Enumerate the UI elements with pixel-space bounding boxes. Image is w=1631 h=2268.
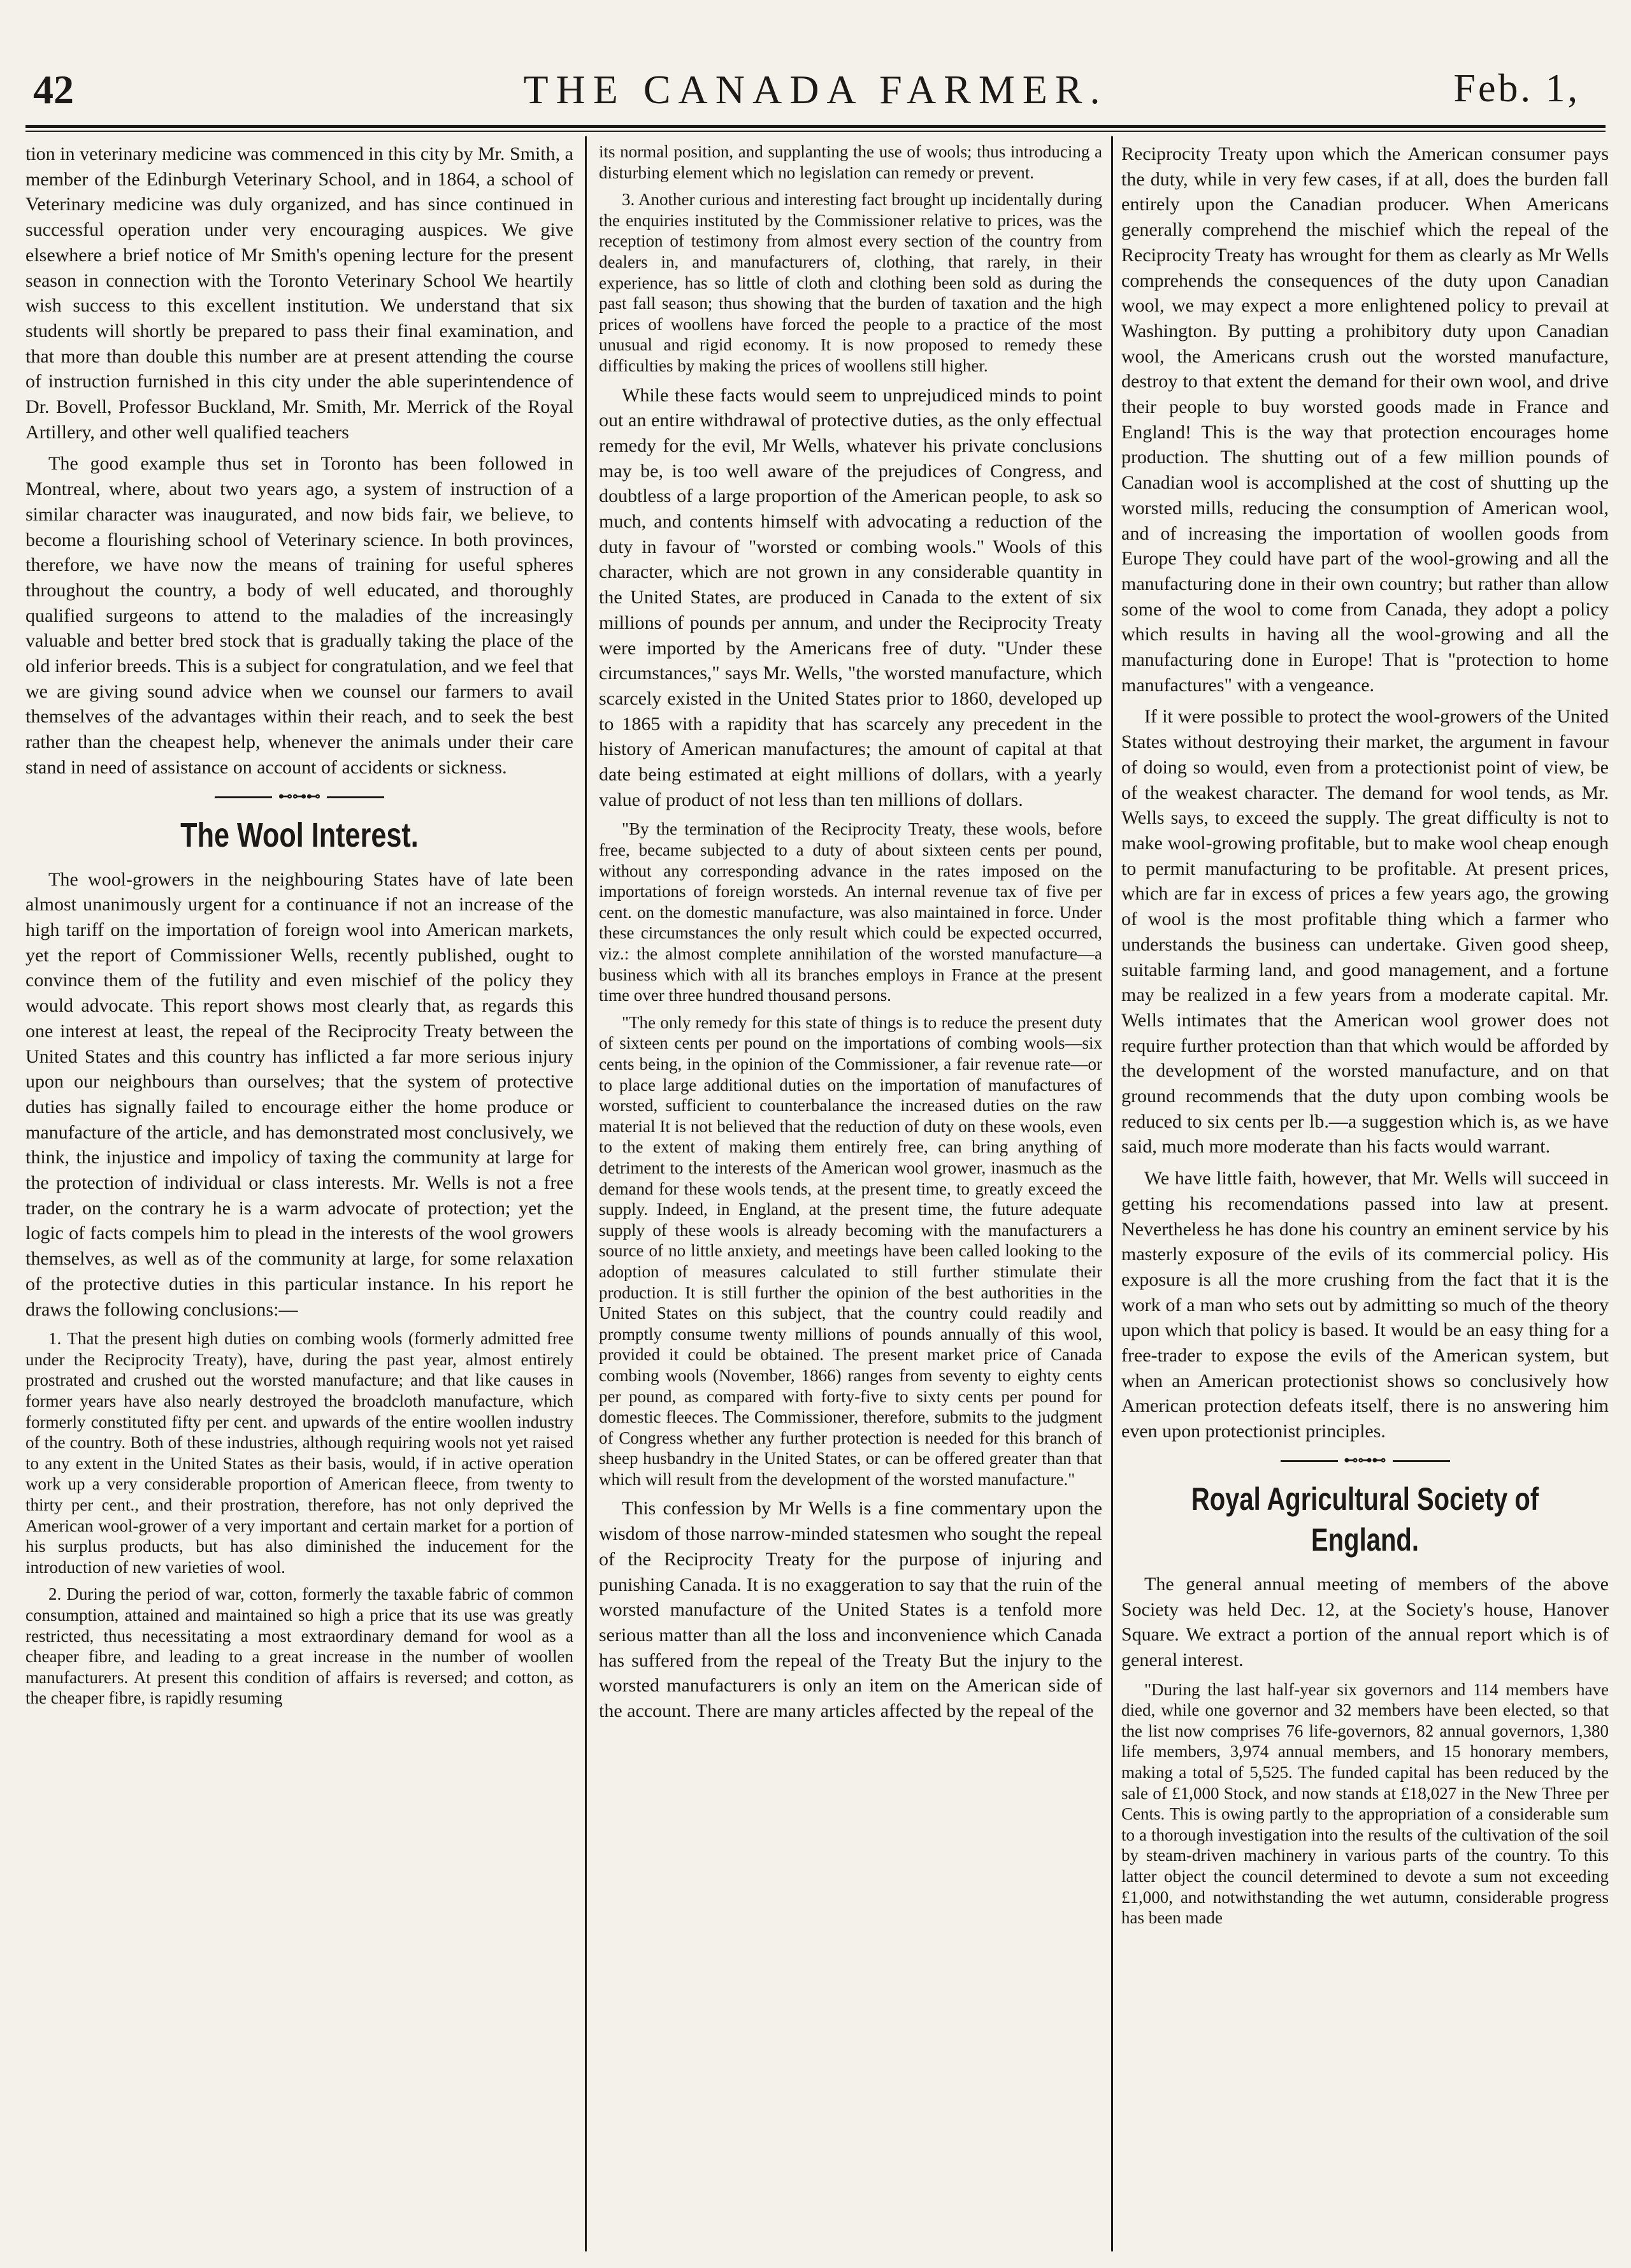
paragraph: The wool-growers in the neighbouring States have of late been almost unanimously urgent for a continuance if not an increase of the high tariff on the importation of foreign wool into American markets, yet the report of Commissioner Wells, recently published, ought to convince them of the futility and even mischief of the policy they would advocate. This report shows most clearly that, as regards this one interest at least, the repeal of the Reciprocity Treaty between the United States and this country has inflicted a far more serious injury upon our neighbours than ourselves; that the system of protective duties has signally failed to encourage either the home produce or manufacture of the article, and has demonstrated most conclusively, we think, the injustice and impolicy of taxing the community at large for the protection of individual or class interests. Mr. Wells is not a free trader, on the contrary he is a warm advocate of protection; yet the logic of facts compels him to plead in the interests of the wool growers themselves, as well as of the community at large, for some relaxation of the protective duties in this particular instance. In his report he draws the following conclusions:— [25, 868, 573, 1320]
column-divider [1111, 136, 1113, 2251]
paragraph: "The only remedy for this state of things is to reduce the present duty of sixteen cents per pound on the importations of combing wools—six cents being, in the opinion of the Commissioner, a fair revenue rate—or to place large additional duties on the importation of manufactures of worsted, sufficient to counterbalance the increased duties on the raw material It is not believed that the reduction of duty on these wools, even to the extent of making them entirely free, can bring anything of detriment to the interests of the American wool grower, inasmuch as the demand for these wools tends, at the present time, to greatly exceed the supply. Indeed, in England, at the present time, the future adequate supply of these wools is already becoming with the manufacturers a source of no little anxiety, and meetings have been called looking to the adoption of measures calculated to still further stimulate their production. It is still further the opinion of the best authorities in the United States on this subject, that the country could readily and promptly consume twenty millions of pounds annually of this wool, provided it could be obtained. The present market price of Canada combing wools (November, 1866) ranges from seventy to eighty cents per pound, as compared with forty-five to sixty cents per pound for domestic fleeces. The Commissioner, therefore, submits to the judgment of Congress whether any further protection is needed for this branch of sheep husbandry in the United States, or can be offered greater than that which will result from the development of the worsted manufacture." [599, 1012, 1102, 1489]
paragraph: Reciprocity Treaty upon which the American consumer pays the duty, while in very few cases, if at all, does the burden fall entirely upon the Canadian producer. When Americans generally comprehend the mischief which the repeal of the Reciprocity Treaty has wrought for them as clearly as Mr Wells comprehends the consequences of the duty upon Canadian wool, we may expect a more enlightened policy to prevail at Washington. By putting a prohibitory duty upon Canadian wool, the Americans crush out the worsted manufacture, destroy to that extent the demand for their own wool, and drive their people to buy worsted goods made in France and England! This is the way that protection encourages home production. The shutting out of a few million pounds of Canadian wool is accomplished at the cost of shutting up the worsted mills, reducing the consumption of American wool, and of increasing the importation of woollen goods from Europe They could have part of the wool-growing and all the manufacturing done in their own country; but rather than allow some of the wool to come from Canada, they adopt a policy which results in having all the wool-growing and all the manufacturing done in Europe! That is "protection to home manufactures" with a vengeance. [1121, 143, 1609, 696]
header-rule-thin [25, 131, 1606, 132]
masthead-title: THE CANADA FARMER. [523, 67, 1108, 112]
paragraph: If it were possible to protect the wool-growers of the United States without destroying their market, the argument in favour of doing so would, even from a protectionist point of view, be of the weakest character. The demand for wool tends, as Mr. Wells says, to exceed the supply. The great difficulty is not to make wool-growing profitable, but to make wool cheap enough to permit manufacturing to be profitable. At present prices, which are far in excess of prices a few years ago, the growing of wool is the most profitable thing which a farmer who understands the business can undertake. Given good sheep, suitable farming land, and good management, and a fortune may be realized in a few years from a moderate capital. Mr. Wells intimates that the American wool grower does not require further protection than that which would be afforded by the development of the worsted manufacture, and on that ground recommends that the duty upon combing wools be reduced to six cents per lb.—a suggestion which is, as we have said, much more moderate than his facts would warrant. [1121, 706, 1609, 1158]
section-ornament: ⊷⊶⊷ [25, 788, 573, 805]
column-1 [25, 141, 573, 2244]
header-rule [25, 125, 1606, 128]
paragraph: "By the termination of the Reciprocity Treaty, these wools, before free, became subjected to a duty of about sixteen cents per pound, without any corresponding advance in the rates imposed on the importations of foreign worsteds. An internal revenue tax of five per cent. on the domestic manufacture, was also maintained in force. Under these circumstances the only result which could be expected occurred, viz.: the almost complete annihilation of the worsted manufacture—a business which with all its branches employs in France at the present time over three hundred thousand persons. [599, 819, 1102, 1005]
column-3 [1121, 141, 1609, 2244]
section-heading: Royal Agricultural Society of England. [1191, 1481, 1539, 1558]
paragraph: "During the last half-year six governors and 114 members have died, while one governor and 32 members have been elected, so that the list now comprises 76 life-governors, 82 annual governors, 1,380 life members, 3,974 annual members, and 15 honorary members, making a total of 5,525. The funded capital has been reduced by the sale of £1,000 Stock, and now stands at £18,027 in the New Three per Cents. This is owing partly to the appropriation of a considerable sum to a thorough investigation into the results of the cultivation of the soil by steam-driven machinery in various parts of the country. To this latter object the council determined to devote a sum not exceeding £1,000, and notwithstanding the wet autumn, considerable progress has been made [1121, 1679, 1609, 1928]
paragraph: 3. Another curious and interesting fact brought up incidentally during the enquiries instituted by the Commissioner relative to prices, was the reception of testimony from almost every section of the country from dealers in, and manufacturers of, clothing, that rarely, in their experience, has so little of cloth and clothing been sold as during the past fall season; thus showing that the burden of taxation and the high prices of woollens have forced the people to a practice of the most unusual and rigid economy. It is now proposed to remedy these difficulties by making the prices of woollens still higher. [599, 190, 1102, 375]
paragraph: tion in veterinary medicine was commenced in this city by Mr. Smith, a member of the Edinburgh Veterinary School, and in 1864, a school of Veterinary medicine was duly organized, and has since continued in successful operation under very encouraging auspices. We give elsewhere a brief notice of Mr Smith's opening lecture for the present season in connection with the Toronto Veterinary School We heartily wish success to this excellent institution. We understand that six students will shortly be prepared to pass their final examination, and that more than double this number are at present attending the course of instruction furnished in this city under the able superintendence of Dr. Bovell, Professor Buckland, Mr. Smith, Mr. Merrick of the Royal Artillery, and other well qualified teachers [25, 143, 573, 443]
paragraph: 1. That the present high duties on combing wools (formerly admitted free under the Reciprocity Treaty), have, during the past year, almost entirely prostrated and crushed out the worsted manufacture; and that like causes in former years have also nearly destroyed the broadcloth manufacture, which formerly constituted fifty per cent. and upwards of the entire woollen industry of the country. Both of these industries, although requiring wools not yet raised to any extent in the United States as their basis, would, if in active operation work up a very considerable proportion of American fleece, from twenty to thirty per cent., and their prostration, therefore, has not only deprived the American wool-grower of a very important and certain market for a portion of his surplus products, but has also diminished the inducement for the introduction of new varieties of wool. [25, 1329, 573, 1577]
paragraph: The general annual meeting of members of the above Society was held Dec. 12, at the Society's house, Hanover Square. We extract a portion of the annual report which is of general interest. [1121, 1573, 1609, 1670]
issue-date: Feb. 1, [1453, 67, 1580, 110]
page-header [25, 66, 1606, 117]
paragraph: its normal position, and supplanting the use of wools; thus introducing a disturbing element which no legislation can remedy or prevent. [599, 142, 1102, 182]
paragraph: While these facts would seem to unprejudiced minds to point out an entire withdrawal of protective duties, as the only effectual remedy for the evil, Mr Wells, whatever his private conclusions may be, is too well aware of the prejudices of Congress, and doubtless of a large proportion of the American people, to ask so much, and contents himself with advocating a reduction of the duty in favour of "worsted or combing wools." Wools of this character, which are not grown in any considerable quantity in the United States, are produced in Canada to the extent of six millions of pounds per annum, and under the Reciprocity Treaty were imported by the Americans free of duty. "Under these circumstances," says Mr. Wells, "the worsted manufacture, which scarcely existed in the United States prior to 1860, developed up to 1865 with a rapidity that has scarcely any precedent in the history of American manufactures; the amount of capital at that date being estimated at eight millions of dollars, with a yearly value of product of not less than ten millions of dollars. [599, 384, 1102, 810]
column-2 [599, 141, 1102, 2244]
paragraph: 2. During the period of war, cotton, formerly the taxable fabric of common consumption, attained and maintained so high a price that its use was greatly restricted, thus necessitating a most extraordinary demand for wool as a cheaper fibre, and leading to a great increase in the number of woollen manufacturers. At present this condition of affairs is reversed; and cotton, as the cheaper fibre, is rapidly resuming [25, 1584, 573, 1708]
column-divider [585, 136, 587, 2251]
paragraph: The good example thus set in Toronto has been followed in Montreal, where, about two years ago, a system of instruction of a similar character was inaugurated, and now bids fair, we believe, to become a flourishing school of Veterinary science. In both provinces, therefore, we have now the means of training for useful spheres throughout the country, a body of well educated, and thoroughly qualified surgeons to attend to the maladies of the increasingly valuable and better bred stock that is gradually taking the place of the old inferior breeds. This is a subject for congratulation, and we feel that we are giving sound advice when we counsel our farmers to avail themselves of the advantages within their reach, and to seek the best rather than the cheapest help, whenever the animals under their care stand in need of assistance on account of accidents or sickness. [25, 453, 573, 778]
section-ornament: ⊷⊶⊷ [1121, 1452, 1609, 1468]
paragraph: We have little faith, however, that Mr. Wells will succeed in getting his recomendations passed into law at present. Nevertheless he has done his country an eminent service by his masterly exposure of the evils of its commercial policy. His exposure is all the more crushing from the fact that it is the work of a man who sets out by admitting so much of the theory upon which that policy is based. It would be an easy thing for a free-trader to expose the evils of the American system, but when an American protectionist shows so conclusively how American protection defeats itself, there is no answering him even upon protectionist principles. [1121, 1168, 1609, 1442]
paragraph: This confession by Mr Wells is a fine commentary upon the wisdom of those narrow-minded statesmen who sought the repeal of the Reciprocity Treaty for the purpose of injuring and punishing Canada. It is no exaggeration to say that the ruin of the worsted manufacture of the United States is a tenfold more serious matter than all the loss and inconvenience which Canada has suffered from the repeal of the Treaty But the injury to the worsted manufacturers is only an item on the American side of the account. There are many articles affected by the repeal of the [599, 1498, 1102, 1722]
section-heading: The Wool Interest. [180, 815, 419, 854]
page-number: 42 [33, 67, 74, 112]
